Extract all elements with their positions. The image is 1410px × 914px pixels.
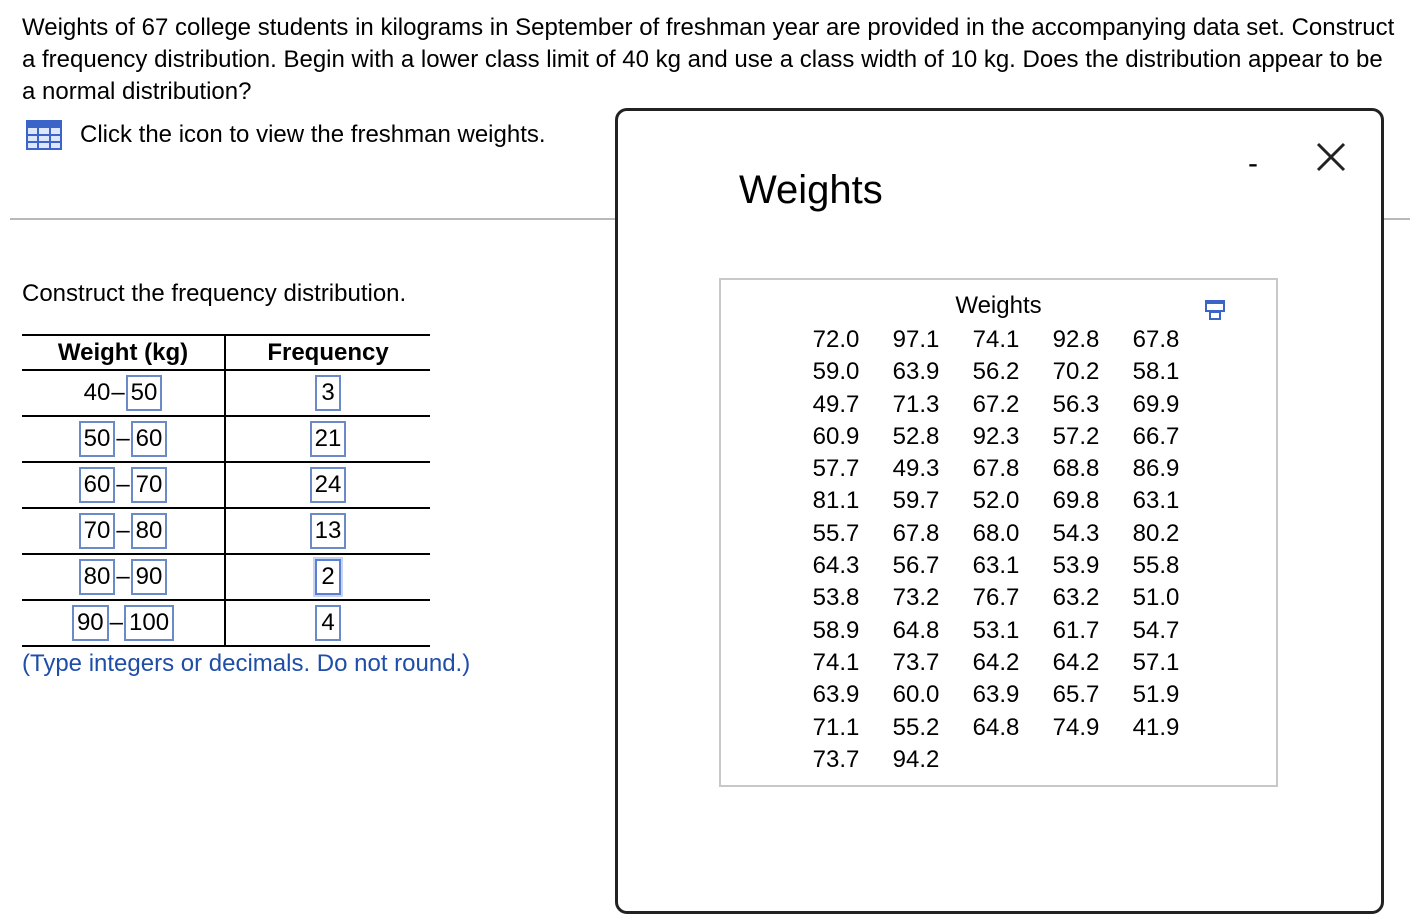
- construct-label: Construct the frequency distribution.: [22, 280, 407, 307]
- weight-value: 67.2: [972, 390, 1020, 418]
- lower-limit-input[interactable]: 70: [79, 513, 116, 549]
- weight-value: 68.0: [972, 519, 1020, 547]
- close-button[interactable]: [1313, 139, 1349, 175]
- weight-value: 41.9: [1132, 713, 1180, 741]
- weight-value: 49.7: [812, 390, 860, 418]
- table-row: 50 – 60 21: [22, 416, 430, 462]
- weight-value: 52.8: [892, 422, 940, 450]
- weight-value: 63.9: [972, 681, 1020, 709]
- weight-header: Weight (kg): [22, 335, 225, 370]
- weight-value: 65.7: [1052, 681, 1100, 709]
- weight-value: 73.2: [892, 584, 940, 612]
- weight-value: 61.7: [1052, 616, 1100, 644]
- weight-value: 57.1: [1132, 648, 1180, 676]
- popup-title: Weights: [739, 168, 883, 212]
- weight-value: 49.3: [892, 455, 940, 483]
- question-text: Weights of 67 college students in kilograms in September of freshman year are provided in the accompanying data set. Construct a frequency distribution. Begin with a lower class limit of 40 kg and use a class width of 10 kg. Does the distribution appear to be a normal distribution?: [22, 14, 1395, 105]
- weight-value: 76.7: [972, 584, 1020, 612]
- lower-limit-value: 40: [83, 379, 111, 406]
- weight-value: 59.7: [892, 487, 940, 515]
- weight-value: 69.8: [1052, 487, 1100, 515]
- weights-values-grid: [804, 324, 1204, 776]
- weight-value: 60.0: [892, 681, 940, 709]
- weight-value: 74.9: [1052, 713, 1100, 741]
- table-row: 70 – 80 13: [22, 508, 430, 554]
- frequency-input[interactable]: 13: [310, 513, 347, 549]
- weight-value: 64.8: [892, 616, 940, 644]
- weight-value: 54.3: [1052, 519, 1100, 547]
- weight-value: 57.2: [1052, 422, 1100, 450]
- frequency-input[interactable]: 4: [315, 605, 341, 641]
- weight-value: 66.7: [1132, 422, 1180, 450]
- lower-limit-input[interactable]: 90: [72, 605, 109, 641]
- copy-icon[interactable]: [1204, 298, 1228, 322]
- weight-value: 67.8: [1132, 326, 1180, 353]
- weight-value: 73.7: [892, 648, 940, 676]
- weight-value: 51.0: [1132, 584, 1180, 612]
- table-row: 40– 50 3: [22, 370, 430, 416]
- data-header: Weights: [955, 292, 1042, 319]
- weight-value: 71.1: [812, 713, 860, 741]
- weights-data-panel: [719, 278, 1278, 787]
- frequency-input[interactable]: 3: [315, 375, 341, 411]
- view-data-label[interactable]: Click the icon to view the freshman weights.: [80, 121, 546, 148]
- frequency-header: Frequency: [225, 335, 430, 370]
- weight-value: 92.8: [1052, 326, 1100, 353]
- weight-value: 51.9: [1132, 681, 1180, 709]
- frequency-input-active[interactable]: 2: [315, 559, 341, 595]
- upper-limit-input[interactable]: 100: [124, 605, 174, 641]
- table-row: 90 – 100 4: [22, 600, 430, 646]
- upper-limit-input[interactable]: 50: [126, 375, 163, 411]
- view-data-link[interactable]: [26, 118, 546, 152]
- weight-value: 53.9: [1052, 552, 1100, 580]
- minimize-button[interactable]: -: [1248, 147, 1258, 180]
- upper-limit-input[interactable]: 90: [131, 559, 168, 595]
- weight-value: 54.7: [1132, 616, 1180, 644]
- upper-limit-input[interactable]: 80: [131, 513, 168, 549]
- frequency-input[interactable]: 24: [310, 467, 347, 503]
- weight-value: 64.3: [812, 552, 860, 580]
- weight-value: 97.1: [892, 326, 940, 353]
- weight-value: 55.7: [812, 519, 860, 547]
- input-hint: (Type integers or decimals. Do not round.): [22, 650, 471, 677]
- weight-value: 64.2: [1052, 648, 1100, 676]
- weight-value: 52.0: [972, 487, 1020, 515]
- weight-value: 63.1: [1132, 487, 1180, 515]
- weight-value: 53.1: [972, 616, 1020, 644]
- weight-value: 74.1: [812, 648, 860, 676]
- weight-value: 67.8: [972, 455, 1020, 483]
- weight-value: 58.9: [812, 616, 860, 644]
- weight-value: 58.1: [1132, 358, 1180, 386]
- weight-value: 56.7: [892, 552, 940, 580]
- data-table-icon[interactable]: [26, 120, 62, 150]
- weight-value: 86.9: [1132, 455, 1180, 483]
- weight-value: 53.8: [812, 584, 860, 612]
- table-row: 80 – 90 2: [22, 554, 430, 600]
- weight-value: 63.2: [1052, 584, 1100, 612]
- weight-value: 81.1: [812, 487, 860, 515]
- table-row: 60 – 70 24: [22, 462, 430, 508]
- weight-value: 73.7: [812, 745, 860, 773]
- upper-limit-input[interactable]: 70: [131, 467, 168, 503]
- weight-value: 63.9: [892, 358, 940, 386]
- weight-value: 72.0: [812, 326, 860, 353]
- weight-value: 69.9: [1132, 390, 1180, 418]
- weight-value: 60.9: [812, 422, 860, 450]
- weight-value: 59.0: [812, 358, 860, 386]
- weight-value: 63.1: [972, 552, 1020, 580]
- weight-value: 71.3: [892, 390, 940, 418]
- weight-value: 64.2: [972, 648, 1020, 676]
- weight-value: 56.2: [972, 358, 1020, 386]
- weight-value: 55.8: [1132, 552, 1180, 580]
- weight-value: 74.1: [972, 326, 1020, 353]
- lower-limit-input[interactable]: 50: [79, 421, 116, 457]
- weight-value: 67.8: [892, 519, 940, 547]
- weight-value: 64.8: [972, 713, 1020, 741]
- weight-value: 63.9: [812, 681, 860, 709]
- weight-value: 94.2: [892, 745, 940, 773]
- lower-limit-input[interactable]: 80: [79, 559, 116, 595]
- weight-value: 55.2: [892, 713, 940, 741]
- weights-popup: [615, 108, 1384, 914]
- upper-limit-input[interactable]: 60: [131, 421, 168, 457]
- weight-value: 68.8: [1052, 455, 1100, 483]
- weight-value: 92.3: [972, 422, 1020, 450]
- frequency-table: [22, 334, 430, 647]
- lower-limit-input[interactable]: 60: [79, 467, 116, 503]
- weight-value: 56.3: [1052, 390, 1100, 418]
- weight-value: 80.2: [1132, 519, 1180, 547]
- frequency-input[interactable]: 21: [310, 421, 347, 457]
- weight-value: 57.7: [812, 455, 860, 483]
- weight-value: 70.2: [1052, 358, 1100, 386]
- close-icon: [1313, 139, 1349, 175]
